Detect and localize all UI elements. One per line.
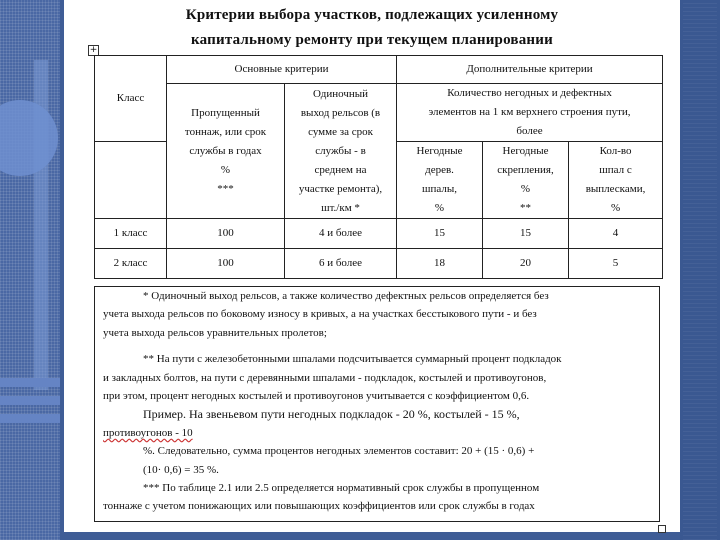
note-spacer [103, 342, 653, 350]
cell-class: 2 класс [95, 249, 167, 279]
cell-fastenings: 20 [483, 249, 569, 279]
cell-single: 6 и более [285, 249, 397, 279]
cell-sleepers: 18 [397, 249, 483, 279]
footnotes-box [94, 286, 660, 522]
header-defective-elements: Количество негодных и дефектных элементов на 1 км верхнего строения пути, более [397, 84, 663, 142]
note-2-line: (10· 0,6) = 35 %. [143, 463, 219, 476]
document-sheet [64, 0, 680, 532]
cell-sleepers: 15 [397, 219, 483, 249]
cell-splash: 5 [569, 249, 663, 279]
slide-decor-stripe [0, 378, 60, 387]
note-2-line: противоугонов - 10 [103, 426, 193, 439]
note-1-line: учета выхода рельсов по боковому износу в кривых, а на участках бесстыкового пути - и без [103, 308, 537, 321]
header-missed-tonnage: Пропущенный тоннаж, или срок службы в годах % *** [167, 84, 285, 219]
note-2-line: при этом, процент негодных костылей и противоугонов учитывается с коэффициентом 0,6. [103, 390, 530, 403]
cell-single: 4 и более [285, 219, 397, 249]
header-class: Класс [95, 56, 167, 142]
note-1-line: * Одиночный выход рельсов, а также количество дефектных рельсов определяется без [143, 290, 549, 302]
header-wooden-sleepers: Негодные дерев. шпалы, % [397, 142, 483, 219]
criteria-table [94, 55, 663, 279]
header-fastenings: Негодные скрепления, % ** [483, 142, 569, 219]
cell-missed: 100 [167, 219, 285, 249]
header-main-criteria: Основные критерии [167, 56, 397, 84]
slide-decor-stripe [0, 396, 60, 405]
note-2-line: ** На пути с железобетонными шпалами подсчитывается суммарный процент подкладок [143, 353, 562, 366]
note-1-line: учета выхода рельсов уравнительных пролетов; [103, 326, 327, 339]
header-splash-sleepers: Кол-во шпал с выплесками, % [569, 142, 663, 219]
header-class-spacer [95, 142, 167, 219]
cell-missed: 100 [167, 249, 285, 279]
doc-title-line-2: капитальному ремонту при текущем планировании [191, 32, 553, 48]
note-2-line: и закладных болтов, на пути с деревянными шпалами - подкладок, костылей и противоугонов, [103, 371, 547, 384]
slide-right-texture [683, 0, 717, 540]
table-row [95, 219, 663, 249]
header-extra-criteria: Дополнительные критерии [397, 56, 663, 84]
note-3-line: тоннаже с учетом понижающих или повышающих коэффициентов или срок службы в годах [103, 500, 535, 513]
doc-title-line-1: Критерии выбора участков, подлежащих усиленному [185, 7, 559, 23]
note-3-line: *** По таблице 2.1 или 2.5 определяется нормативный срок службы в пропущенном [143, 482, 540, 495]
slide-background-pattern [0, 0, 60, 540]
header-single-rail-output: Одиночный выход рельсов (в сумме за срок службы - в среднем на участке ремонта), шт./км * [285, 84, 397, 219]
table-resize-handle-icon[interactable] [658, 525, 666, 533]
note-2-example: Пример. На звеньевом пути негодных подкладок - 20 %, костылей - 15 %, [143, 407, 520, 422]
cell-fastenings: 15 [483, 219, 569, 249]
slide-decor-stripe [0, 414, 60, 423]
cell-class: 1 класс [95, 219, 167, 249]
table-row [95, 249, 663, 279]
cell-splash: 4 [569, 219, 663, 249]
note-2-line: %. Следовательно, сумма процентов негодных элементов составит: 20 + (15 · 0,6) + [143, 445, 535, 458]
table-move-handle-icon[interactable]: + [89, 45, 98, 55]
